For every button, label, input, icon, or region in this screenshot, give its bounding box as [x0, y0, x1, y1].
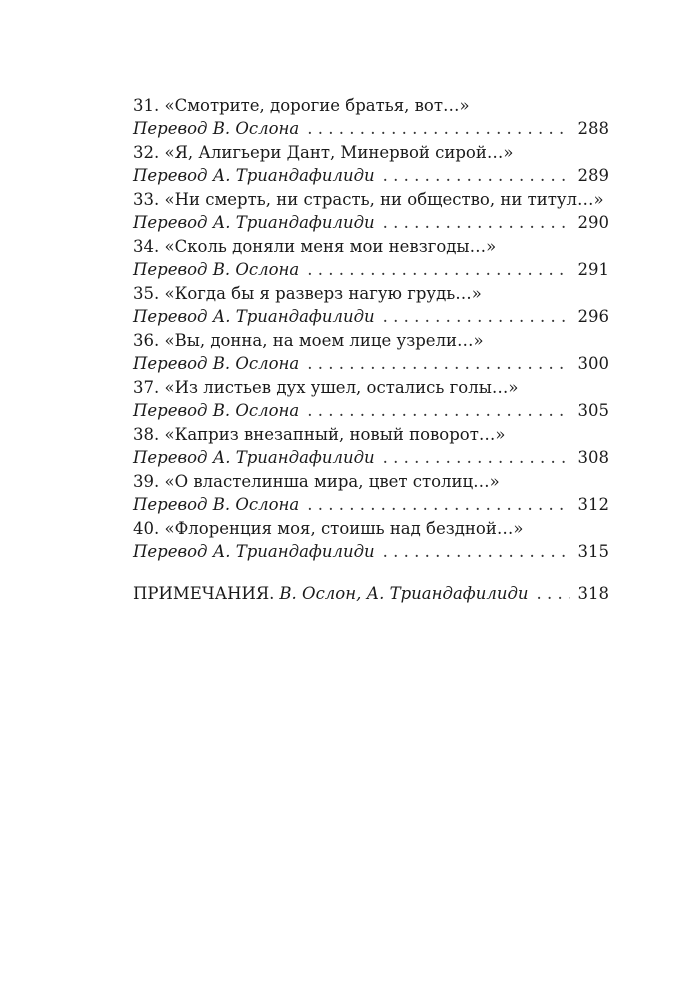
- entry-title: 31. «Смотрите, дорогие братья, вот…»: [133, 96, 470, 115]
- toc-entry: [133, 282, 609, 329]
- entry-translator: Перевод А. Триандафилиди: [133, 307, 375, 326]
- dot-leader: [307, 399, 569, 423]
- entry-translator-line: [133, 305, 609, 329]
- entry-translator: Перевод В. Ослона: [133, 354, 300, 373]
- entry-translator-line: [133, 352, 609, 376]
- entry-title: 36. «Вы, донна, на моем лице узрели…»: [133, 331, 484, 350]
- entry-translator: Перевод В. Ослона: [133, 119, 300, 138]
- notes-line: [133, 582, 609, 606]
- entry-page-number: 288: [577, 119, 609, 138]
- entry-page-number: 296: [577, 307, 609, 326]
- toc-entry: [133, 376, 609, 423]
- entry-translator-line: [133, 117, 609, 141]
- entry-translator-line: [133, 399, 609, 423]
- entry-translator: Перевод А. Триандафилиди: [133, 448, 375, 467]
- toc-entry: [133, 517, 609, 564]
- entry-translator: Перевод В. Ослона: [133, 260, 300, 279]
- entry-translator-line: [133, 164, 609, 188]
- entry-page-number: 315: [577, 542, 609, 561]
- toc-entry: [133, 188, 609, 235]
- dot-leader: [383, 305, 570, 329]
- entry-title: 37. «Из листьев дух ушел, остались голы…»: [133, 378, 519, 397]
- toc-entry: [133, 423, 609, 470]
- entry-page-number: 290: [577, 213, 609, 232]
- dot-leader: [307, 258, 569, 282]
- entry-title: 38. «Каприз внезапный, новый поворот…»: [133, 425, 506, 444]
- toc-entry: [133, 94, 609, 141]
- toc-notes-entry: [133, 582, 609, 606]
- entry-translator-line: [133, 446, 609, 470]
- toc-entry: [133, 141, 609, 188]
- dot-leader: [307, 493, 569, 517]
- dot-leader: [383, 446, 570, 470]
- toc-entry: [133, 329, 609, 376]
- entry-translator-line: [133, 211, 609, 235]
- toc-entry: [133, 235, 609, 282]
- entry-translator: Перевод В. Ослона: [133, 401, 300, 420]
- dot-leader: [537, 582, 570, 606]
- dot-leader: [307, 352, 569, 376]
- entry-translator-line: [133, 493, 609, 517]
- entry-translator: Перевод В. Ослона: [133, 495, 300, 514]
- entry-page-number: 312: [577, 495, 609, 514]
- entry-title: 35. «Когда бы я разверз нагую грудь…»: [133, 284, 482, 303]
- entry-page-number: 308: [577, 448, 609, 467]
- entry-title: 33. «Ни смерть, ни страсть, ни общество, ни титул…»: [133, 190, 604, 209]
- entry-title: 39. «О властелинша мира, цвет столиц…»: [133, 472, 500, 491]
- toc-entry: [133, 470, 609, 517]
- dot-leader: [383, 211, 570, 235]
- notes-label: ПРИМЕЧАНИЯ.: [133, 584, 275, 603]
- dot-leader: [383, 164, 570, 188]
- entry-title: 34. «Сколь доняли меня мои невзгоды…»: [133, 237, 497, 256]
- entry-translator-line: [133, 540, 609, 564]
- entry-page-number: 300: [577, 354, 609, 373]
- entry-title: 32. «Я, Алигьери Дант, Минервой сирой…»: [133, 143, 514, 162]
- dot-leader: [383, 540, 570, 564]
- entry-translator: Перевод А. Триандафилиди: [133, 213, 375, 232]
- notes-page-number: 318: [577, 584, 609, 603]
- entry-translator: Перевод А. Триандафилиди: [133, 166, 375, 185]
- dot-leader: [307, 117, 569, 141]
- entry-translator-line: [133, 258, 609, 282]
- entry-title: 40. «Флоренция моя, стоишь над бездной…»: [133, 519, 524, 538]
- entry-translator: Перевод А. Триандафилиди: [133, 542, 375, 561]
- notes-authors: В. Ослон, А. Триандафилиди: [279, 584, 529, 603]
- entry-page-number: 305: [577, 401, 609, 420]
- entry-page-number: 289: [577, 166, 609, 185]
- table-of-contents: [133, 94, 609, 606]
- entry-page-number: 291: [577, 260, 609, 279]
